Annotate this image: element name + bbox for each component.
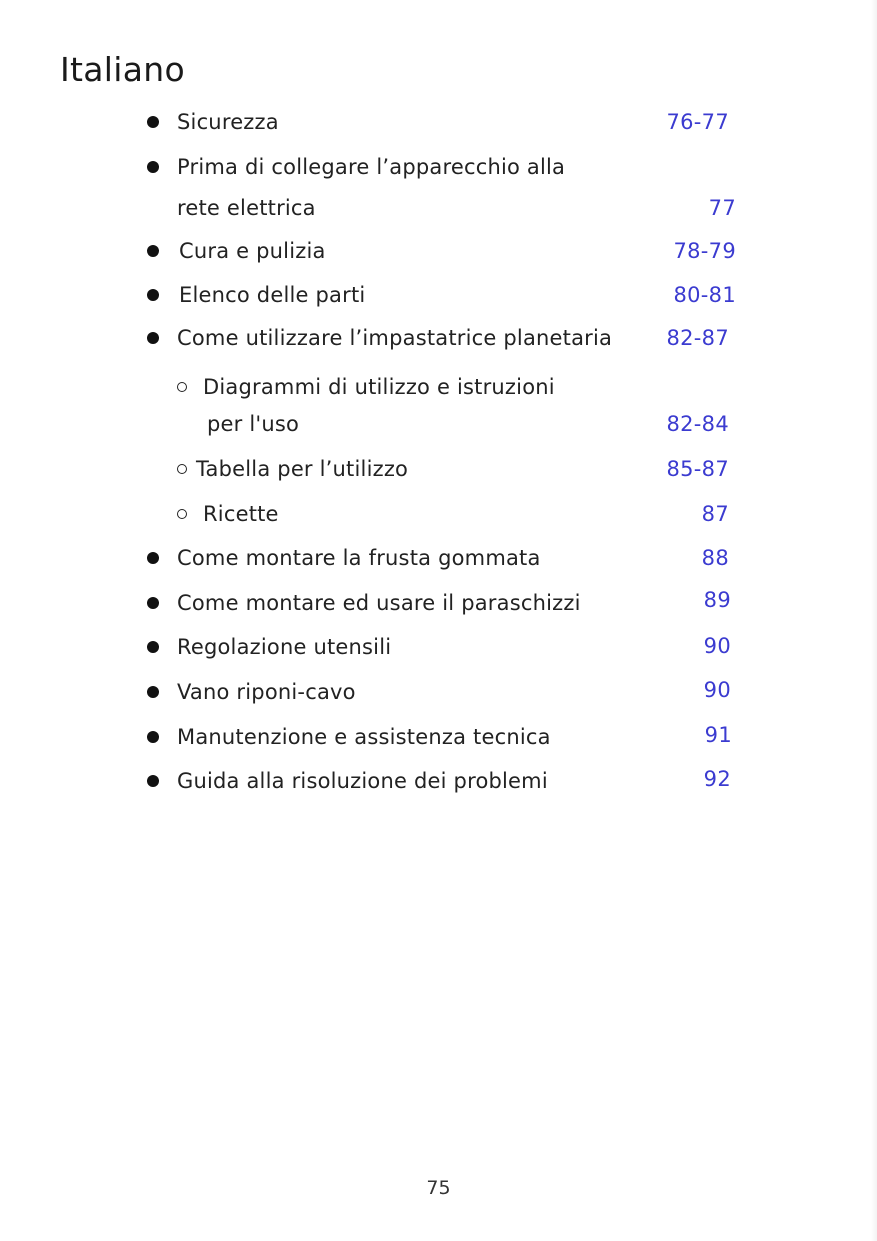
bullet-icon xyxy=(147,686,159,698)
toc-subentry-ricette[interactable] xyxy=(0,499,877,529)
toc-entry-pages[interactable]: 78-79 xyxy=(673,239,736,263)
toc-entry-label[interactable]: Ricette xyxy=(203,502,279,526)
toc-entry-pages[interactable]: 90 xyxy=(703,634,731,658)
toc-subentry-diagrammi-cont[interactable] xyxy=(0,409,877,439)
toc-entry-prima-di-collegare-cont[interactable] xyxy=(0,193,877,223)
page-number: 75 xyxy=(426,1177,451,1199)
bullet-icon xyxy=(147,245,159,257)
bullet-icon xyxy=(147,641,159,653)
toc-entry-pages[interactable]: 77 xyxy=(708,196,736,220)
toc-entry-pages[interactable]: 85-87 xyxy=(666,457,729,481)
toc-entry-label[interactable]: Prima di collegare l’apparecchio alla xyxy=(177,155,566,179)
toc-entry-elenco-delle-parti[interactable] xyxy=(0,280,877,310)
toc-entry-guida-risoluzione-problemi[interactable] xyxy=(0,766,877,796)
bullet-icon xyxy=(147,552,159,564)
toc-entry-sicurezza[interactable] xyxy=(0,107,877,137)
toc-subentry-tabella[interactable] xyxy=(0,454,877,484)
toc-entry-label-continuation[interactable]: per l'uso xyxy=(207,412,300,436)
bullet-icon xyxy=(147,161,159,173)
toc-entry-cura-e-pulizia[interactable] xyxy=(0,236,877,266)
bullet-icon xyxy=(147,332,159,344)
toc-entry-pages[interactable]: 76-77 xyxy=(666,110,729,134)
bullet-icon xyxy=(147,116,159,128)
toc-entry-frusta-gommata[interactable] xyxy=(0,543,877,573)
toc-entry-label[interactable]: Cura e pulizia xyxy=(179,239,326,263)
toc-entry-pages[interactable]: 92 xyxy=(703,767,731,791)
toc-entry-pages[interactable]: 80-81 xyxy=(673,283,736,307)
toc-entry-label[interactable]: Tabella per l’utilizzo xyxy=(196,457,409,481)
toc-entry-label[interactable]: Come montare la frusta gommata xyxy=(177,546,541,570)
toc-entry-manutenzione[interactable] xyxy=(0,722,877,752)
toc-entry-label[interactable]: Come utilizzare l’impastatrice planetaria xyxy=(177,326,613,350)
toc-entry-label[interactable]: Manutenzione e assistenza tecnica xyxy=(177,725,551,749)
toc-entry-label[interactable]: Come montare ed usare il paraschizzi xyxy=(177,591,581,615)
toc-entry-regolazione-utensili[interactable] xyxy=(0,632,877,662)
toc-entry-pages[interactable]: 91 xyxy=(704,723,732,747)
bullet-icon xyxy=(147,775,159,787)
sub-bullet-icon xyxy=(177,509,187,519)
toc-entry-pages[interactable]: 82-84 xyxy=(666,412,729,436)
toc-entry-vano-riponi-cavo[interactable] xyxy=(0,677,877,707)
toc-entry-paraschizzi[interactable] xyxy=(0,588,877,618)
toc-subentry-diagrammi[interactable] xyxy=(0,372,877,402)
toc-entry-pages[interactable]: 88 xyxy=(701,546,729,570)
toc-entry-label[interactable]: Diagrammi di utilizzo e istruzioni xyxy=(203,375,555,399)
sub-bullet-icon xyxy=(177,464,187,474)
toc-entry-pages[interactable]: 89 xyxy=(703,588,731,612)
toc-entry-label[interactable]: Elenco delle parti xyxy=(179,283,366,307)
toc-entry-label[interactable]: Vano riponi-cavo xyxy=(177,680,356,704)
bullet-icon xyxy=(147,597,159,609)
toc-entry-pages[interactable]: 87 xyxy=(701,502,729,526)
page-edge-shadow xyxy=(871,0,877,1241)
toc-entry-come-utilizzare[interactable] xyxy=(0,323,877,353)
page-title: Italiano xyxy=(60,50,185,89)
bullet-icon xyxy=(147,289,159,301)
sub-bullet-icon xyxy=(177,382,187,392)
toc-entry-label[interactable]: Sicurezza xyxy=(177,110,279,134)
toc-entry-label-continuation[interactable]: rete elettrica xyxy=(177,196,316,220)
toc-entry-pages[interactable]: 90 xyxy=(703,678,731,702)
toc-entry-pages[interactable]: 82-87 xyxy=(666,326,729,350)
bullet-icon xyxy=(147,731,159,743)
toc-entry-prima-di-collegare[interactable] xyxy=(0,152,877,182)
toc-entry-label[interactable]: Guida alla risoluzione dei problemi xyxy=(177,769,548,793)
toc-entry-label[interactable]: Regolazione utensili xyxy=(177,635,392,659)
